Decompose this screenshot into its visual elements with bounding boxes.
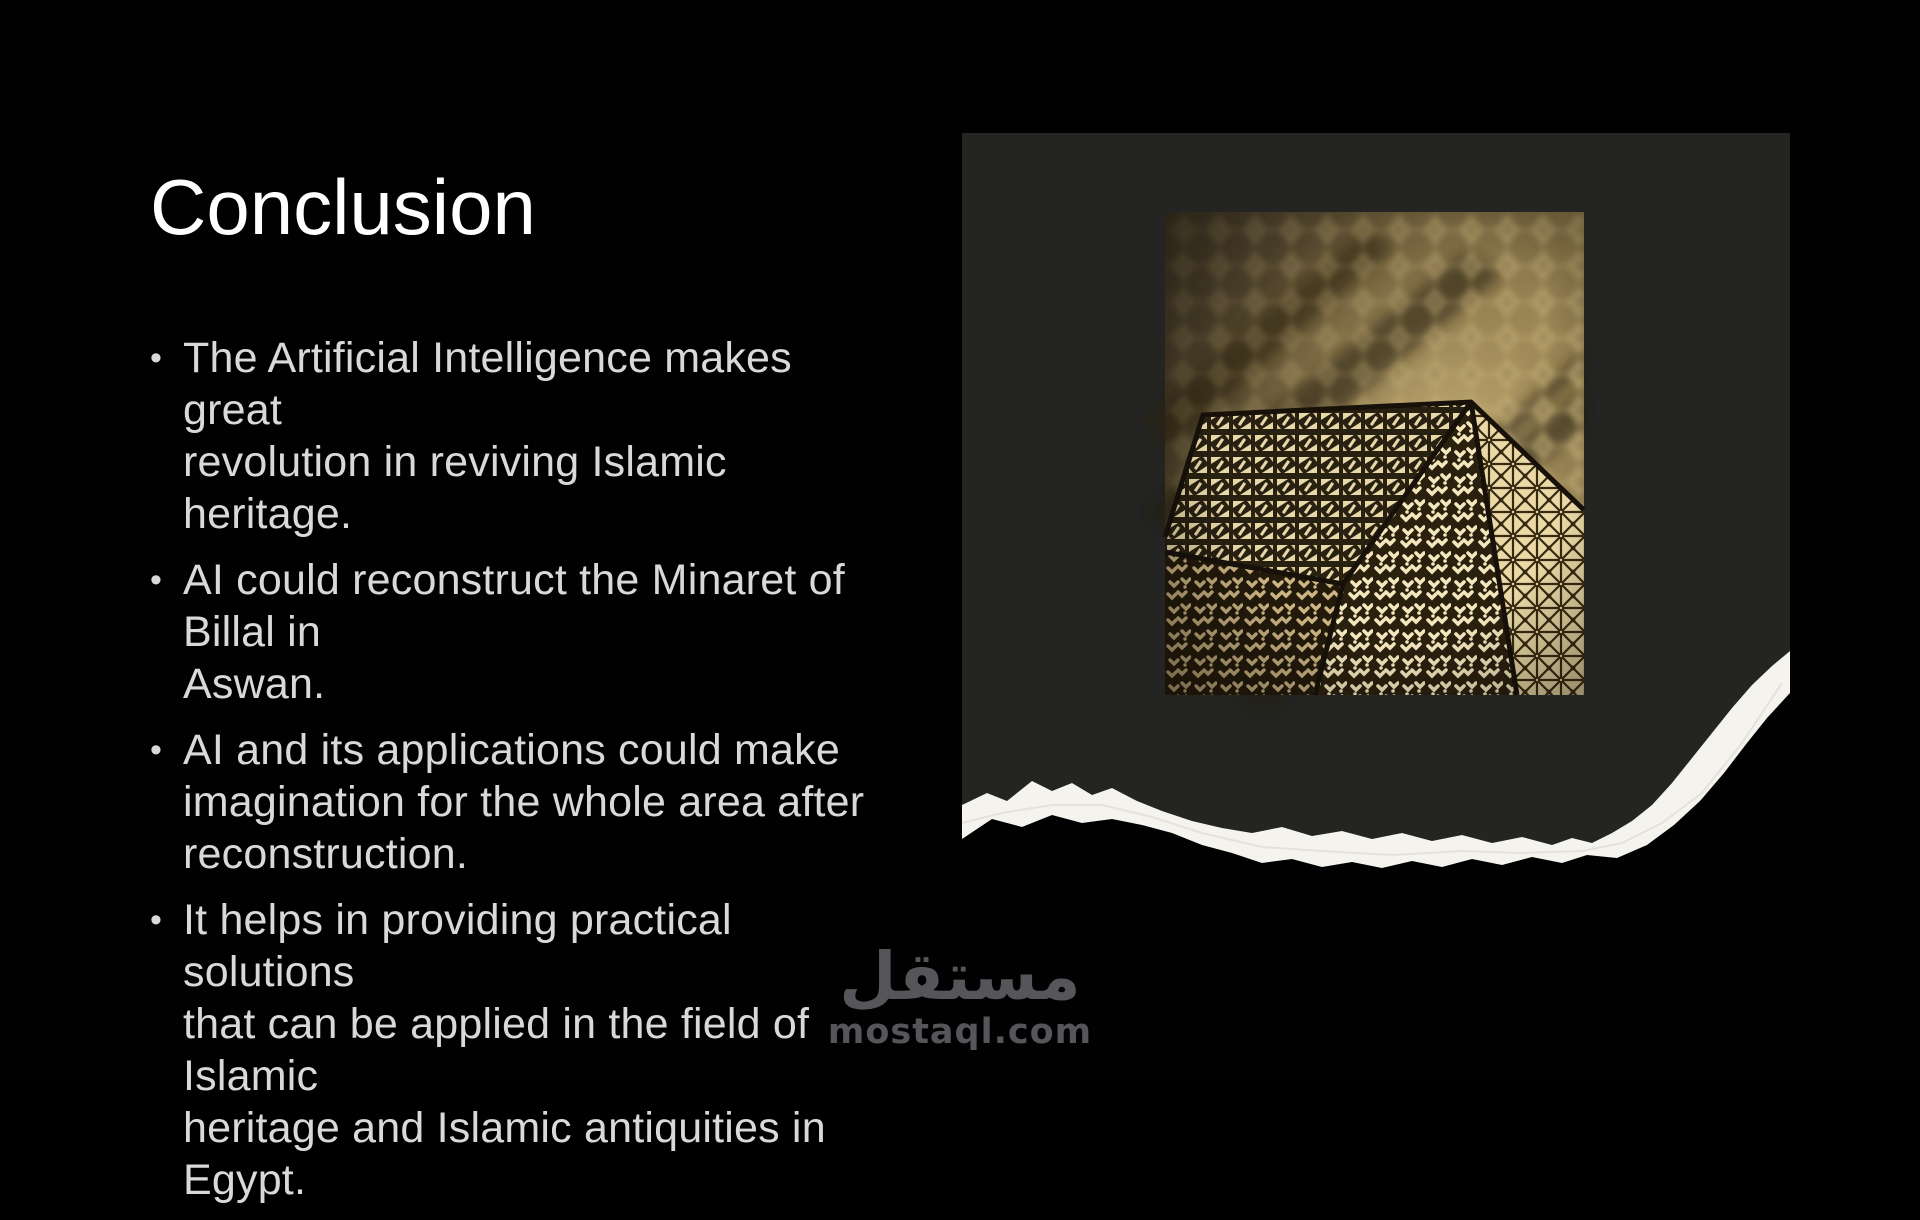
slide-title: Conclusion [150, 163, 536, 251]
watermark [0, 938, 1920, 1052]
bullet-line: AI and its applications could make [183, 726, 840, 774]
bullet-item-3 [150, 724, 870, 880]
bullet-list [150, 332, 870, 1220]
bullet-line: AI could reconstruct the Minaret of Billal in [183, 556, 845, 656]
bullet-text [183, 554, 870, 710]
bullet-line: The Artificial Intelligence makes great [183, 334, 792, 434]
watermark-domain-text: mostaql.com [827, 1012, 1093, 1052]
bullet-line: revolution in reviving Islamic heritage. [183, 438, 727, 538]
bullet-marker: • [150, 339, 162, 377]
bullet-text [183, 724, 864, 880]
bullet-marker: • [150, 731, 162, 769]
bullet-marker: • [150, 561, 162, 599]
lantern-photo-art [1165, 212, 1584, 695]
image-panel [962, 133, 1790, 870]
bullet-line: reconstruction. [183, 830, 469, 878]
bullet-line: imagination for the whole area after [183, 778, 865, 826]
bullet-line: Aswan. [183, 660, 326, 708]
bullet-marker: • [150, 901, 162, 939]
photo-vignette [1165, 212, 1584, 695]
bullet-item-1 [150, 332, 870, 540]
watermark-arabic-logo: مستقل [839, 938, 1081, 1015]
bullet-line: It helps in providing practical solutions [183, 896, 732, 996]
bullet-line: heritage and Islamic antiquities in Egypt. [183, 1104, 826, 1204]
bullet-item-2 [150, 554, 870, 710]
islamic-lantern-photo [1165, 212, 1584, 695]
bullet-line: that can be applied in the field of Islamic [183, 1000, 810, 1100]
bullet-text [183, 332, 870, 540]
